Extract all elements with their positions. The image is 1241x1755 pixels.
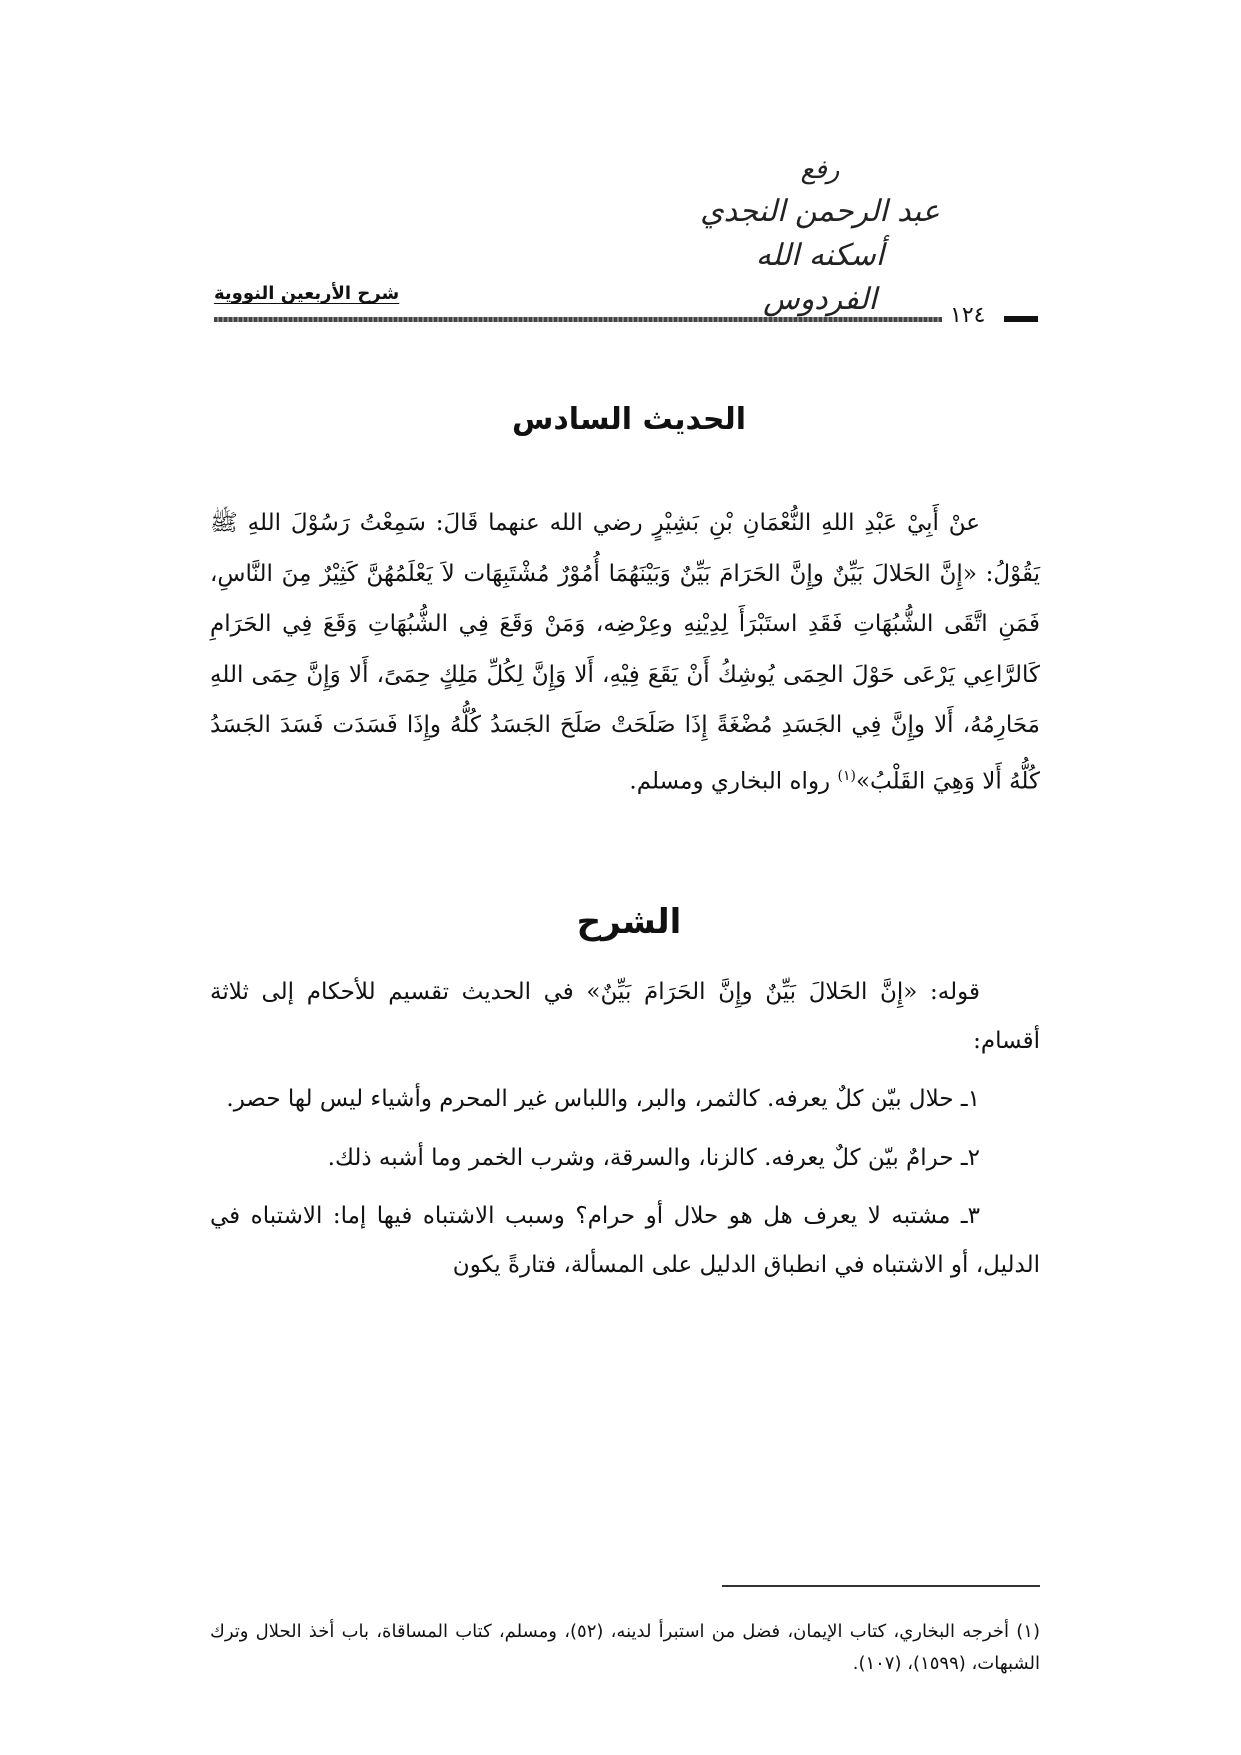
running-header [214,283,1044,328]
explanation-paragraph: ٣ـ مشتبه لا يعرف هل هو حلال أو حرام؟ وسبب الاشتباه فيها إما: الاشتباه في الدليل، أو الاشتباه في انطباق الدليل على المسألة، فتارةً يكون [210,1203,1040,1278]
explanation-block [210,968,1040,1299]
footnote: (١) أخرجه البخاري، كتاب الإيمان، فضل من استبرأ لدينه، (٥٢)، ومسلم، كتاب المساقاة، باب أخذ الحلال وترك الشبهات، (١٥٩٩)، (١٠٧). [210,1621,1040,1674]
stamp-line-3: أسكنه الله الفردوس [755,238,885,317]
footnote-separator [722,1585,1040,1587]
page-number: ١٢٤ [950,303,986,328]
hadith-paragraph [210,498,1040,807]
hadith-text: عنْ أَبِيْ عَبْدِ اللهِ النُّعْمَانِ بْنِ بَشِيْرٍ رضي الله عنهما قَالَ: سَمِعْتُ رَسُوْلَ اللهِ ﷺ يَقُوْلُ: «إِنَّ الحَلالَ بَيِّنٌ وإِنَّ الحَرَامَ بَيِّنٌ وَبَيْنَهُمَا أُمُوْرٌ مُشْتَبِهَات لاَ يَعْلَمُهُنَّ كَثِيْرٌ مِنَ النَّاسِ، فَمَنِ اتَّقَى الشُّبُهَاتِ فَقَدِ استَبْرَأَ لِدِيْنِهِ وعِرْضِه، وَمَنْ وَقَعَ فِي الشُّبُهَاتِ وَقَعَ فِي الحَرَامِ كَالرَّاعِي يَرْعَى حَوْلَ الحِمَى يُوشِكُ أَنْ يَقَعَ فِيْهِ، أَلا وَإِنَّ لِكُلِّ مَلِكٍ حِمَىً، أَلا وَإِنَّ حِمَى اللهِ مَحَارِمُهُ، أَلا وإِنَّ فِي الجَسَدِ مُضْغَةً إِذَا صَلَحَتْ صَلَحَ الجَسَدُ كُلُّهُ وإِذَا فَسَدَت فَسَدَ الجَسَدُ كُلُّهُ أَلا وَهِيَ القَلْبُ» [210,510,1040,795]
footnotes [210,1616,1040,1680]
chapter-title: الحديث السادس [511,402,747,437]
stamp-line-1: رفع [800,155,840,185]
explanation-paragraph: ٢ـ حرامٌ بيّن كلٌ يعرفه. كالزنا، والسرقة، وشرب الخمر وما أشبه ذلك. [327,1144,980,1171]
footnote-ref: (١) [837,767,856,784]
hadith-text-block [210,498,1040,807]
explanation-paragraph: ١ـ حلال بيّن كلٌ يعرفه. كالثمر، والبر، واللباس غير المحرم وأشياء ليس لها حصر. [226,1086,980,1112]
header-rule [214,317,942,322]
page-number-dash [1004,316,1038,322]
running-title: شرح الأربعين النووية [214,283,400,304]
hadith-source: رواه البخاري ومسلم. [629,768,831,795]
explanation-paragraph: قوله: «إِنَّ الحَلالَ بَيِّنٌ وإِنَّ الحَرَامَ بَيِّنٌ» في الحديث تقسيم للأحكام إلى ثلاثة أقسام: [210,979,1040,1054]
section-title: الشرح [576,902,682,942]
stamp-line-2: عبد الرحمن النجدي [700,194,940,229]
